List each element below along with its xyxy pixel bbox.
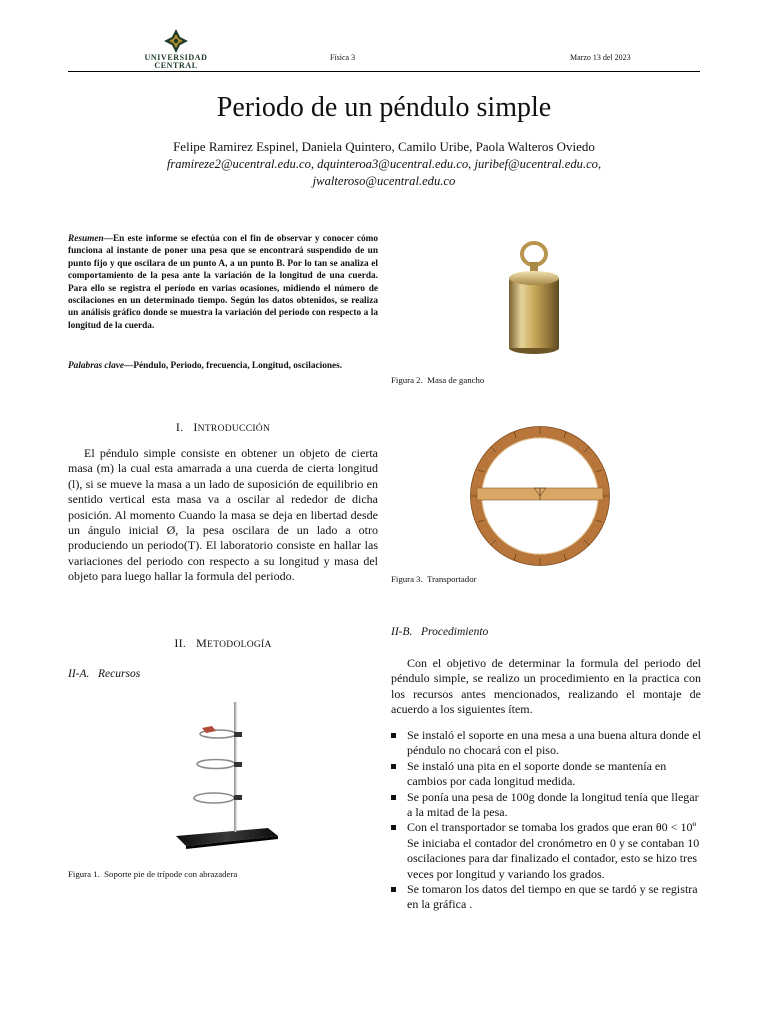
list-item xyxy=(391,759,701,790)
metod-head-rest: ETODOLOGÍA xyxy=(207,640,272,650)
bullet-icon xyxy=(391,887,396,892)
list-item xyxy=(391,790,701,821)
bullet-icon xyxy=(391,733,396,738)
figure-1-caption: Figura 1. Soporte pie de trípode con abrazadera xyxy=(68,869,238,879)
university-crest-icon xyxy=(138,28,214,56)
bullet-icon xyxy=(391,795,396,800)
logo-line-2: CENTRAL xyxy=(154,61,198,70)
list-item-text: Se instaló una pita en el soporte donde se mantenía en cambios por cada longitud medida. xyxy=(407,758,667,789)
lab-stand-image xyxy=(172,700,282,850)
header-rule xyxy=(68,71,700,72)
list-item-text: Con el transportador se tomaba los grados que eran θ0 < 10º Se iniciaba el contador del cronómetro en 0 y se contaban 10 oscilaciones para dar finalizado el contador, esto se hizo tres veces por longitud y variando los grados. xyxy=(407,820,700,881)
intro-num: I. xyxy=(175,420,184,434)
paper-title: Periodo de un péndulo simple xyxy=(216,92,552,123)
list-item-text: Se ponía una pesa de 100g donde la longitud tenía que llegar a la mitad de la pesa. xyxy=(407,789,699,820)
date-label: Marzo 13 del 2023 xyxy=(570,53,631,62)
keywords-label: Palabras clave xyxy=(68,361,125,371)
protractor-image xyxy=(470,424,610,568)
metod-num: II. xyxy=(174,636,187,650)
bullet-icon xyxy=(391,764,396,769)
bullet-icon xyxy=(391,825,396,830)
abstract-label: Resumen xyxy=(68,234,104,244)
list-item-text: Se instaló el soporte en una mesa a una buena altura donde el péndulo no chocará con el piso. xyxy=(407,728,701,758)
figure-3-caption: Figura 3. Transportador xyxy=(391,574,477,584)
procedimiento-list xyxy=(391,728,701,913)
list-item xyxy=(391,882,701,913)
list-item xyxy=(391,820,701,882)
keywords xyxy=(68,360,378,372)
subsection-recursos: II-A. Recursos xyxy=(68,668,141,680)
intro-head-rest: NTRODUCCIÓN xyxy=(197,424,271,434)
abstract xyxy=(68,233,378,332)
intro-paragraph: El péndulo simple consiste en obtener un objeto de cierta masa (m) la cual esta amarrada a una cuerda de cierta longitud (l), si se mueve la masa a un lado de suposición de equilibrio en sentido vertical esta masa va a oscilar al rededor de dicha posición. Al momento Cuando la masa se deja en libertad desde un ángulo inicial Ø, la pesa oscilara de un lado a otro produciendo un periodo(T). El laboratorio consiste en hallar las variaciones del periodo con respecto a su longitud y masa del objeto para luego hallar la formula del periodo. xyxy=(68,446,378,584)
section-heading-metodologia xyxy=(68,636,378,651)
keywords-text: —Péndulo, Periodo, frecuencia, Longitud, oscilaciones. xyxy=(124,361,343,371)
abstract-text: —En este informe se efectúa con el fin de observar y conocer cómo funciona al instante de poner una pesa que se encontrará suspendido de un punto fijo y que oscilara de un punto A, a un punto B. Por lo tan se analiza el comportamiento de la pesa ante la variación de la longitud de una cuerda. Para ello se registra el período en varias ocasiones, midiendo el número de oscilaciones en un determinado tiempo. Según los datos obtenidos, se realiza un análisis gráfico donde se muestra la variación del periodo con respecto a la longitud de la cuerda. xyxy=(68,234,378,331)
intro-head-first: I xyxy=(193,420,198,434)
section-heading-intro xyxy=(68,420,378,435)
university-name xyxy=(128,54,224,70)
list-item-text: Se tomaron los datos del tiempo en que se tardó y se registra en la gráfica . xyxy=(407,882,698,912)
procedimiento-paragraph: Con el objetivo de determinar la formula del periodo del péndulo simple, se realizo un procedimiento en la practica con los recursos antes mencionados, realizando el montaje de acuerdo a los siguientes ítem. xyxy=(391,656,701,717)
figure-2-caption: Figura 2. Masa de gancho xyxy=(391,375,485,385)
logo-line-1: UNIVERSIDAD xyxy=(144,53,208,62)
hook-mass-image xyxy=(454,238,604,362)
course-label: Física 3 xyxy=(330,53,356,62)
list-item xyxy=(391,728,701,759)
author-list: Felipe Ramirez Espinel, Daniela Quintero, Camilo Uribe, Paola Walteros Oviedo xyxy=(173,139,595,154)
author-emails: framireze2@ucentral.edu.co, dquinteroa3@ucentral.edu.co, juribef@ucentral.edu.co, jwalteroso@ucentral.edu.co xyxy=(166,157,602,188)
metod-head-first: M xyxy=(196,636,208,650)
subsection-procedimiento: II-B. Procedimiento xyxy=(391,626,489,638)
